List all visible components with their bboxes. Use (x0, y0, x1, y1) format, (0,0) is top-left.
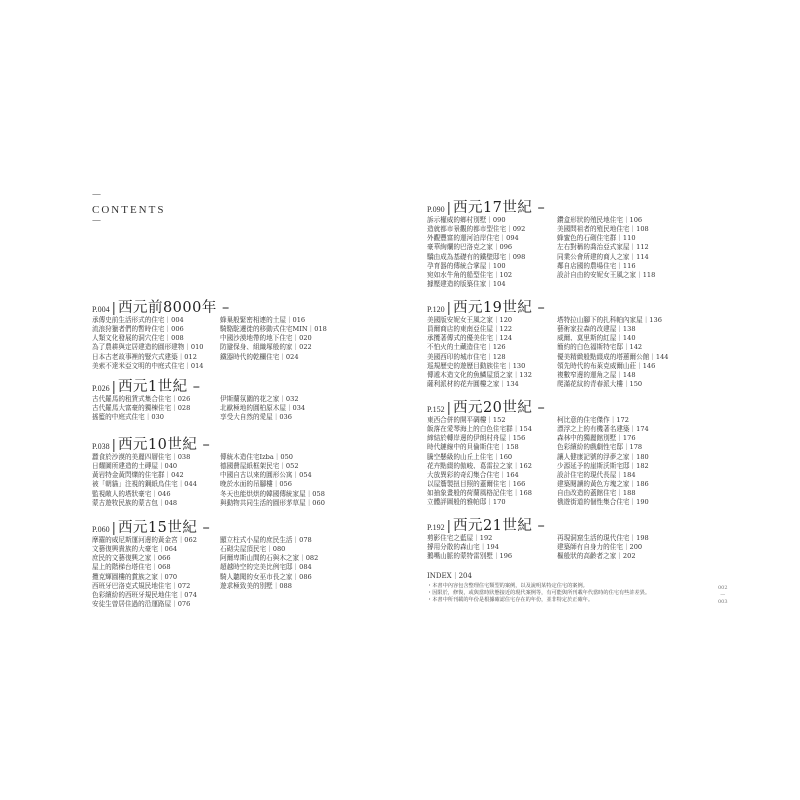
toc-entry[interactable]: 蜂蜜色的石砌住宅群｜110 (557, 234, 636, 243)
toc-entry[interactable]: 摩羅的威尼斯運河邊的黃金宮｜062 (92, 536, 197, 544)
toc-entry[interactable]: 騰空懸級的山丘上住宅｜160 (427, 452, 513, 461)
toc-entry[interactable]: 日本古老故事裡的豎穴式建築｜012 (92, 352, 197, 361)
toc-entry[interactable]: 森林中的獨麗館別墅｜176 (557, 434, 636, 443)
toc-entry[interactable]: 如抽象畫般的荷蘭風格記住宅｜168 (427, 489, 532, 498)
toc-entry[interactable]: 享受大自然的愛屋｜036 (220, 413, 292, 422)
toc-entry[interactable]: 阿爾卑斯山間的石與木之家｜082 (220, 554, 319, 563)
contents-title: CONTENTS (92, 204, 166, 216)
toc-entry[interactable]: 少源延予的崖斯沃斯宅邸｜182 (557, 461, 649, 470)
toc-entry[interactable]: 宛如水牛角的船型住宅｜102 (427, 270, 513, 279)
toc-entry[interactable]: 讓人健康記號的浮夢之家｜180 (557, 452, 649, 461)
toc-entry[interactable]: 北歐極地的圓柏原木屋｜034 (220, 404, 306, 413)
section-21st-century: P.192 | 西元21世紀 – 剪影住宅之藍屋｜192 撐用分散的森山宅｜194 鵝嘴山脈的蒙特雷別墅｜196 再現洞窟生活的現代住宅｜198 建築師有自身力的住宅｜200 樞般狀的高齡者之家｜202 (427, 514, 649, 561)
toc-entry[interactable]: 承攬著傳式的優美住宅｜124 (427, 334, 513, 343)
toc-entry[interactable]: 古代羅馬的租賃式集合住宅｜026 (92, 395, 191, 403)
toc-entry[interactable]: 員爾商店的東南亞住屋｜122 (427, 325, 513, 334)
section-page-number: P.152 (427, 405, 445, 414)
toc-entry[interactable]: 時代鏈線中的貝倫斯住宅｜158 (427, 443, 519, 452)
toc-entry[interactable]: 樞般狀的高齡者之家｜202 (557, 552, 636, 561)
toc-entry[interactable]: 安徒生曾居住過的沿運路屋｜076 (92, 600, 191, 609)
toc-entry[interactable]: 藝術家拉森的改建屋｜138 (557, 325, 636, 334)
toc-entry[interactable]: 塔特拉山腳下的扎科帕內家屋｜136 (557, 316, 662, 324)
toc-entry[interactable]: 與動物共同生活的圓形茅草屋｜060 (220, 498, 325, 507)
toc-entry[interactable]: 鄰自店國的農場住宅｜116 (557, 261, 636, 270)
toc-entry[interactable]: 以屋簷製扭目照的蓋爾住宅｜166 (427, 480, 526, 489)
toc-entry[interactable]: 鵝嘴山脈的蒙特雷別墅｜196 (427, 552, 513, 561)
footnote: ・本書中內容包含整理住宅類型的案例，以及說明某特定住宅的案例。 (427, 583, 588, 589)
section-1st-century: P.026 | 西元1世紀 – 古代羅馬的租賃式集合住宅｜026 古代羅馬大富豪的獨棟住宅｜028 搖籃的中庭式住宅｜030 伊斯蘭氛圍的花之家｜032 北歐極地的圓柏原木屋｜034 享受大自然的愛屋｜036 (92, 375, 305, 422)
toc-entry[interactable]: 文藝復興貴族的大豪宅｜064 (92, 545, 178, 554)
toc-entry[interactable]: 漂浮之上的有機著名建築｜174 (557, 425, 649, 434)
toc-entry[interactable]: 冬天也能烘烘的韓國傳統家屋｜058 (220, 489, 325, 498)
toc-entry[interactable]: 石砌尖屋頂民宅｜080 (220, 545, 286, 554)
toc-entry[interactable]: 複數窄邊的運角之屋｜148 (557, 370, 636, 379)
toc-entry[interactable]: 簡約的白色福斯特宅邸｜142 (557, 343, 643, 352)
toc-entry[interactable]: 孕育器的傳統合掌屋｜100 (427, 261, 506, 270)
toc-entry[interactable]: 左右對稱的喬治亞式家屋｜112 (557, 243, 649, 252)
toc-entry[interactable]: 薩利派材的花卉圓樓之家｜134 (427, 380, 519, 389)
toc-entry[interactable]: 西班牙巴洛克式規民地住宅｜072 (92, 581, 191, 590)
folio-separator: — (720, 592, 726, 598)
toc-entry[interactable]: 晚於水面的吊腳樓｜056 (220, 480, 292, 489)
section-page-number: P.120 (427, 305, 445, 314)
toc-entry[interactable]: 柯比意的住宅傑作｜172 (557, 416, 629, 424)
section-page-number: P.060 (92, 525, 110, 534)
footnote: ・因限於，修復，或與當時狀態接近的現代案例等，有可能與所刊載年代當時的住宅有些許差異。 (427, 590, 651, 596)
section-era-title: 西元15世紀 – (117, 520, 211, 536)
section-page-number: P.090 (427, 205, 445, 214)
toc-entry[interactable]: 流浪狩獵者們的暫時住宅｜006 (92, 325, 184, 334)
footnotes (427, 583, 650, 604)
toc-entry[interactable]: 外觀豐富的運河泊岸住宅｜094 (427, 234, 519, 243)
page-folio (718, 585, 728, 606)
toc-entry[interactable]: 騎駱駝遷徙的移動式住宅MIN｜018 (220, 325, 327, 334)
toc-entry[interactable]: 優美精緻般點綴成的塔蕙爾公館｜144 (557, 352, 669, 361)
section-page-number: P.026 (92, 384, 110, 393)
toc-entry[interactable]: 豪華絢爛的巴洛克之家｜096 (427, 243, 513, 252)
section-19th-century: P.120 | 西元19世紀 – 美國版安妮女王風之家｜120 員爾商店的東南亞住屋｜122 承攬著傳式的優美住宅｜124 不怕火的土藏造住宅｜126 美國西印的城市住宅｜128 巡規歷史的遊歷目動族住宅｜130 傳遞木造文化的魚鱗屋頂之家｜132 薩利派材的花卉圓樓之家｜134 塔特拉山腳下的扎科帕內家屋｜136 藝術家拉森的改建屋｜138 威爾、莫里斯的紅屋｜140 簡約的白色福斯特宅邸｜142 優美精緻般點綴成的塔蕙爾公館｜144 領先時代的布萊克威爾山莊｜146 複數窄邊的運角之屋｜148 爬滿花紋的青春派大樓｜150 (427, 296, 669, 389)
section-era-title: 西元10世紀 – (117, 437, 211, 453)
toc-entry[interactable]: 再現洞窟生活的現代住宅｜198 (557, 534, 649, 542)
toc-entry[interactable]: 為了農耕與定居建造的圓形建物｜010 (92, 343, 204, 352)
folio-left: 002 (718, 585, 728, 591)
section-10th-century: P.038 | 西元10世紀 – 蠶食於沙漠的美麗四層住宅｜038 日耀圖所建造的土磚屋｜040 黃岩特金黃閃爍的住宅群｜042 被「朝貓」注視的鋼紙烏住宅｜044 監視敵人的塔狀豪宅｜046 蒙古遊牧民族的蒙古包｜048 傳統木造住宅Izba｜050 德國費屋紙框架民宅｜052 中國自古以來的圓形公寓｜054 晚於水面的吊腳樓｜056 冬天也能烘烘的韓國傳統家屋｜058 與動物共同生活的圓形茅草屋｜060 (92, 433, 325, 508)
toc-entry[interactable]: 遊求極致美的別墅｜088 (220, 581, 292, 590)
toc-entry[interactable]: 訴示權威的鄉村別墅｜090 (427, 216, 506, 224)
toc-entry[interactable]: 美國版安妮女王風之家｜120 (427, 316, 513, 324)
toc-entry[interactable]: 搖籃的中庭式住宅｜030 (92, 413, 164, 422)
toc-entry[interactable]: 庶民的文藝復興之家｜066 (92, 554, 171, 563)
toc-entry[interactable]: 設計住宅的現代長屋｜184 (557, 470, 636, 479)
toc-entry[interactable]: 驕由成為基礎有的鐵壁邸宅｜098 (427, 252, 526, 261)
section-17th-century: P.090 | 西元17世紀 – 訴示權威的鄉村別墅｜090 造就都市景觀的都市型住宅｜092 外觀豐富的運河泊岸住宅｜094 豪華絢爛的巴洛克之家｜096 驕由成為基礎有的鐵壁邸宅｜098 孕育器的傳統合掌屋｜100 宛如水牛角的船型住宅｜102 據壓建造的版築住家｜104 鑽盒形狀的殖民地住宅｜106 美國問祖者的殖民地住宅｜108 蜂蜜色的石砌住宅群｜110 左右對稱的喬治亞式家屋｜112 同業公會所建的商人之家｜114 鄰自店國的農場住宅｜116 設計自由的安妮女王風之家｜118 (427, 196, 655, 289)
toc-entry[interactable]: 騎人聽聞的女巫市長之家｜086 (220, 572, 312, 581)
toc-entry[interactable]: 日耀圖所建造的土磚屋｜040 (92, 462, 178, 471)
toc-entry[interactable]: 攬克輝圓樓的賞族之家｜070 (92, 572, 178, 581)
section-era-title: 西元21世紀 – (452, 518, 546, 534)
toc-entry[interactable]: 東西合併的開平碉樓｜152 (427, 416, 506, 424)
section-15th-century: P.060 | 西元15世紀 – 摩羅的威尼斯運河邊的黃金宮｜062 文藝復興貴族的大豪宅｜064 庶民的文藝復興之家｜066 屋上的階梯台塔住宅｜068 攬克輝圓樓的賞族之家｜070 西班牙巴洛克式規民地住宅｜072 色彩繽紛的西班牙規民地住宅｜074 安徒生曾居住過的沿運路屋｜076 顯立柱式小屋的庶民生活｜078 石砌尖屋頂民宅｜080 阿爾卑斯山間的石與木之家｜082 超越時空的完美比例宅邸｜084 騎人聽聞的女巫市長之家｜086 遊求極致美的別墅｜088 (92, 516, 318, 609)
toc-entry[interactable]: 傳遞木造文化的魚鱗屋頂之家｜132 (427, 370, 532, 379)
toc-entry[interactable]: 領先時代的布萊克威爾山莊｜146 (557, 361, 656, 370)
toc-entry[interactable]: 造就都市景觀的都市型住宅｜092 (427, 225, 526, 234)
folio-right: 003 (718, 599, 728, 605)
section-era-title: 西元20世紀 – (452, 400, 546, 416)
toc-entry[interactable]: 大放異彩的奇幻集合住宅｜164 (427, 470, 519, 479)
toc-entry[interactable]: 據壓建造的版築住家｜104 (427, 280, 506, 289)
toc-entry[interactable]: 建築師有自身力的住宅｜200 (557, 543, 643, 552)
toc-entry[interactable]: 被「朝貓」注視的鋼紙烏住宅｜044 (92, 480, 197, 489)
toc-entry[interactable]: 飯落在愛琴海上的白色住宅群｜154 (427, 425, 532, 434)
contents-dash-bottom: — (92, 216, 101, 226)
toc-entry[interactable]: 爬滿花紋的青春派大樓｜150 (557, 380, 643, 389)
toc-entry[interactable]: 防避保身、組織塚般的家｜022 (220, 343, 312, 352)
toc-entry[interactable]: 中國沙漠地帶的地下住宅｜020 (220, 334, 312, 343)
index-entry[interactable]: INDEX｜204 (427, 572, 472, 580)
toc-entry[interactable]: 承傳史前生活形式的住宅｜004 (92, 316, 184, 324)
toc-entry[interactable]: 色彩繽紛的西班牙規民地住宅｜074 (92, 590, 197, 599)
toc-entry[interactable]: 蜂巢般緊密相連的土屋｜016 (220, 316, 306, 324)
toc-entry[interactable]: 顯立柱式小屋的庶民生活｜078 (220, 536, 312, 544)
toc-entry[interactable]: 建築閱讀的黃色方塊之家｜186 (557, 480, 649, 489)
section-prehistoric: P.004 | 西元前8000年 – 承傳史前生活形式的住宅｜004 流浪狩獵者們的暫時住宅｜006 人類文化發展的洞穴住宅｜008 為了農耕與定居建造的圓形建物｜010 日本古老故事裡的豎穴式建築｜012 美索不達米亞文明的中庭式住宅｜014 蜂巢般緊密相連的土屋｜016 騎駱駝遷徙的移動式住宅MIN｜018 中國沙漠地帶的地下住宅｜020 防避保身、組織塚般的家｜022 鐵器時代的乾欄住宅｜024 (92, 296, 327, 371)
toc-entry[interactable]: 撐用分散的森山宅｜194 (427, 543, 499, 552)
section-page-number: P.192 (427, 523, 445, 532)
section-page-number: P.038 (92, 442, 110, 451)
section-era-title: 西元19世紀 – (452, 300, 546, 316)
toc-entry[interactable]: 人類文化發展的洞穴住宅｜008 (92, 334, 184, 343)
toc-entry[interactable]: 美國問祖者的殖民地住宅｜108 (557, 225, 649, 234)
toc-entry[interactable]: 美國西印的城市住宅｜128 (427, 352, 506, 361)
toc-entry[interactable]: 締結於轉岸邊的伊朗村舟屋｜156 (427, 434, 526, 443)
toc-entry[interactable]: 自由改造的蓋館住宅｜188 (557, 489, 636, 498)
toc-entry[interactable]: 花卉點綴的傲峻、葛雷拉之家｜162 (427, 461, 532, 470)
section-era-title: 西元前8000年 – (117, 300, 230, 316)
toc-entry[interactable]: 立體評圖般的雅帕邸｜170 (427, 498, 506, 507)
toc-entry[interactable]: 古代羅馬大富豪的獨棟住宅｜028 (92, 404, 191, 413)
contents-dash-top: — (92, 190, 101, 200)
toc-entry[interactable]: 傳統木造住宅Izba｜050 (220, 453, 293, 461)
toc-entry[interactable]: 剪影住宅之藍屋｜192 (427, 534, 493, 542)
toc-entry[interactable]: 屋上的階梯台塔住宅｜068 (92, 563, 171, 572)
toc-entry[interactable]: 中國自古以來的圓形公寓｜054 (220, 471, 312, 480)
toc-entry[interactable]: 巡規歷史的遊歷目動族住宅｜130 (427, 361, 526, 370)
toc-entry[interactable]: 超越時空的完美比例宅邸｜084 (220, 563, 312, 572)
footnote: ・本書中所刊載的年份是根據確認住宅存在的年份，並非特定於正確年。 (427, 597, 594, 603)
toc-entry[interactable]: 同業公會所建的商人之家｜114 (557, 252, 649, 261)
toc-entry[interactable]: 鐵器時代的乾欄住宅｜024 (220, 352, 299, 361)
section-page-number: P.004 (92, 305, 110, 314)
toc-entry[interactable]: 色彩繽紛的戲劇性宅邸｜178 (557, 443, 643, 452)
toc-entry[interactable]: 美索不達米亞文明的中庭式住宅｜014 (92, 361, 204, 370)
toc-entry[interactable]: 德國費屋紙框架民宅｜052 (220, 462, 299, 471)
toc-entry[interactable]: 鑽盒形狀的殖民地住宅｜106 (557, 216, 643, 224)
section-era-title: 西元17世紀 – (452, 200, 546, 216)
toc-entry[interactable]: 伊斯蘭氛圍的花之家｜032 (220, 395, 299, 403)
toc-entry[interactable]: 黃岩特金黃閃爍的住宅群｜042 (92, 471, 184, 480)
section-20th-century: P.152 | 西元20世紀 – 東西合併的開平碉樓｜152 飯落在愛琴海上的白色住宅群｜154 締結於轉岸邊的伊朗村舟屋｜156 時代鏈線中的貝倫斯住宅｜158 騰空懸級的山丘上住宅｜160 花卉點綴的傲峻、葛雷拉之家｜162 大放異彩的奇幻集合住宅｜164 以屋簷製扭目照的蓋爾住宅｜166 如抽象畫般的荷蘭風格記住宅｜168 立體評圖般的雅帕邸｜170 柯比意的住宅傑作｜172 漂浮之上的有機著名建築｜174 森林中的獨麗館別墅｜176 色彩繽紛的戲劇性宅邸｜178 讓人健康記號的浮夢之家｜180 少源延予的崖斯沃斯宅邸｜182 設計住宅的現代長屋｜184 建築閱讀的黃色方塊之家｜186 自由改造的蓋館住宅｜188 俄遊街道的個性集合住宅｜190 (427, 396, 649, 508)
toc-entry[interactable]: 監視敵人的塔狀豪宅｜046 (92, 489, 171, 498)
toc-entry[interactable]: 俄遊街道的個性集合住宅｜190 (557, 498, 649, 507)
section-era-title: 西元1世紀 – (117, 379, 201, 395)
toc-entry[interactable]: 不怕火的土藏造住宅｜126 (427, 343, 506, 352)
toc-entry[interactable]: 設計自由的安妮女王風之家｜118 (557, 270, 656, 279)
toc-entry[interactable]: 蠶食於沙漠的美麗四層住宅｜038 (92, 453, 191, 461)
toc-entry[interactable]: 威爾、莫里斯的紅屋｜140 (557, 334, 636, 343)
toc-entry[interactable]: 蒙古遊牧民族的蒙古包｜048 (92, 498, 178, 507)
